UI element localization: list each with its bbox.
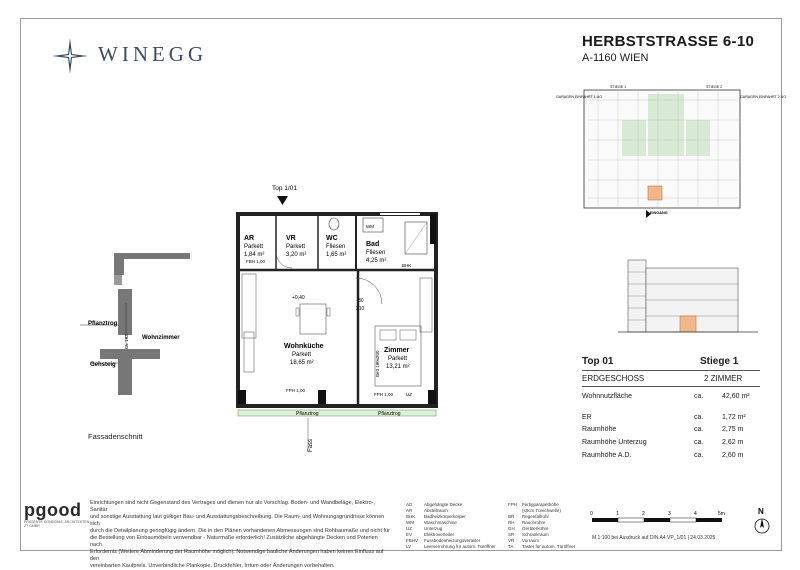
disclaimer: Einrichtungen sind nicht Gegenstand des Vertrages und dienen nur als Vorschlag. Boden- und Wandbeläge, Elektro-, Sanitär und sonstige Ausstattung laut gültiger Bau- und Ausstattungsbeschreibung. Die Raum- und Wohnungsgrundrisse können sich durch die Detailplanung geringfügig ändern. Die in den Plänen vorhandenen Abmessungen sind Rohbaumaße und nicht für die Bestellung von Einbaumöbeln verwendbar - Naturmaße erforderlich! Zusätzliche abgehängte Decken und Poterien nach Erfordernis (Weitere Abminderung der Raumhöhe möglich). Notwendige bauliche Änderungen haben keinen Einfluss auf den vereinbarten Kaufpreis. Unverbindliche Plankopie. Druckfehler, Irrtum oder Änderungen vorbehalten. [90,500,390,569]
section-wohnzimmer: Wohnzimmer [142,335,180,341]
room-vr-name: VR [286,235,296,242]
brand-name: WINEGG [98,42,208,66]
svg-text:Parkett: Parkett [388,356,408,362]
svg-text:4: 4 [694,511,697,517]
section-gehsteig: Gehsteig [90,362,116,368]
info-label: Raumhöhe Unterzug [582,439,647,446]
compass-star-logo-icon [50,36,90,76]
info-label: Raumhöhe [582,426,617,433]
scale-bar [588,508,748,534]
room-bad-name: Bad [366,241,380,248]
svg-text:Fass: Fass [308,438,314,452]
svg-text:0: 0 [590,511,593,517]
svg-text:4,25 m²: 4,25 m² [366,258,387,264]
svg-text:Parkett: Parkett [244,244,264,250]
svg-text:BHK: BHK [402,263,412,268]
svg-text:1,65 m²: 1,65 m² [326,252,347,258]
svg-text:GARAGEN EINFAHRT 1.UG: GARAGEN EINFAHRT 1.UG [556,95,602,99]
address-city: A-1160 WIEN [582,52,649,64]
svg-text:EINGANG: EINGANG [650,211,668,215]
unit-floor: ERDGESCHOSS [582,374,645,383]
plan-note: M 1:100 bei Ausdruck auf DIN A4 VP_1/01 | 24.03.2025 [592,535,716,541]
info-value: 1,72 m² [722,414,746,421]
unit-top: Top 01 [582,356,614,367]
svg-text:13,21 m²: 13,21 m² [386,364,410,370]
svg-text:Parkett: Parkett [286,244,306,250]
info-value: 2,75 m [722,426,744,433]
svg-text:FPH 1,00: FPH 1,00 [374,392,394,397]
svg-text:GARAGEN EINFAHRT 2.UG: GARAGEN EINFAHRT 2.UG [740,95,786,99]
room-wc-name: WC [326,235,338,242]
room-ar-name: AR [244,235,255,242]
company-sub: PRÄSENTE CONDONIS, ARCHITEKTEN ZT GMBH [24,520,90,528]
svg-text:Fliesen: Fliesen [366,250,386,256]
info-value: 2,60 m [722,452,744,459]
info-value: 2,62 m [722,439,744,446]
north-arrow-icon [752,506,772,536]
room-zimmer-name: Zimmer [384,347,410,354]
section-pflanztrog: Pflanztrog [88,321,118,327]
address-street: HERBSTSTRASSE 6-10 [582,33,755,50]
planter-label-1: Pflanztrog [296,411,319,417]
svg-text:1: 1 [616,511,619,517]
info-label: Raumhöhe A.D. [582,452,632,459]
info-label: Wohnnutzfläche [582,393,633,400]
floor-plan [230,182,460,452]
unit-stiege: Stiege 1 [700,356,739,367]
info-value: 42,60 m² [722,393,750,400]
unit-rooms: 2 ZIMMER [704,374,743,383]
section-title: Fassadenschnitt [88,432,143,441]
entry-arrow-icon [277,196,288,205]
info-label: ER [582,414,592,421]
svg-text:1,84 m²: 1,84 m² [244,252,265,258]
svg-text:STIEGE 2: STIEGE 2 [706,85,723,89]
svg-text:80: 80 [358,298,364,304]
svg-text:UZ: UZ [406,392,412,397]
svg-text:18,65 m²: 18,65 m² [290,360,314,366]
facade-section [60,245,210,395]
planter-label-2: Pflanztrog [378,411,401,417]
legend-a: AD Abgehängte Decke AR Abstellraum BHK Badheizkörperkörper WM Waschmaschine UZ Unterzug EV Elektroverteiler FBHV Fussbodenheizungsverteiler LV Leerverrohrung für autom. Türöffner [406,502,496,549]
section-height: ca. 193 [124,334,129,349]
svg-text:3,20 m²: 3,20 m² [286,252,307,258]
unit-highlight [648,186,662,200]
svg-text:Parkett: Parkett [292,352,312,358]
svg-text:Bett 180x200: Bett 180x200 [375,350,380,377]
svg-text:2: 2 [642,511,645,517]
room-wohnkueche-name: Wohnküche [284,343,324,350]
svg-text:5m: 5m [718,511,725,517]
building-elevation [618,250,758,340]
company-logo: pgood [24,500,82,520]
svg-text:WM: WM [366,224,374,229]
svg-text:Fliesen: Fliesen [326,244,346,250]
site-plan [548,80,786,230]
svg-text:FBH 1,00: FBH 1,00 [246,259,266,264]
svg-text:STIEGE 1: STIEGE 1 [610,85,627,89]
svg-text:+0,40: +0,40 [292,295,305,301]
svg-text:210: 210 [356,306,365,312]
svg-text:N: N [758,507,764,516]
legend-b: FPH Fertigparapethöhe (s0cm Türschwelle) BR Regenfallrohr RH Rauchrohre GH Geräterkühre SR Schrankraum VR Vorraum TA Taster für autom. Türöffner [508,502,576,549]
svg-text:3: 3 [668,511,671,517]
top-marker-label: Top 1/01 [272,185,297,192]
svg-text:FPH 1,00: FPH 1,00 [286,388,306,393]
